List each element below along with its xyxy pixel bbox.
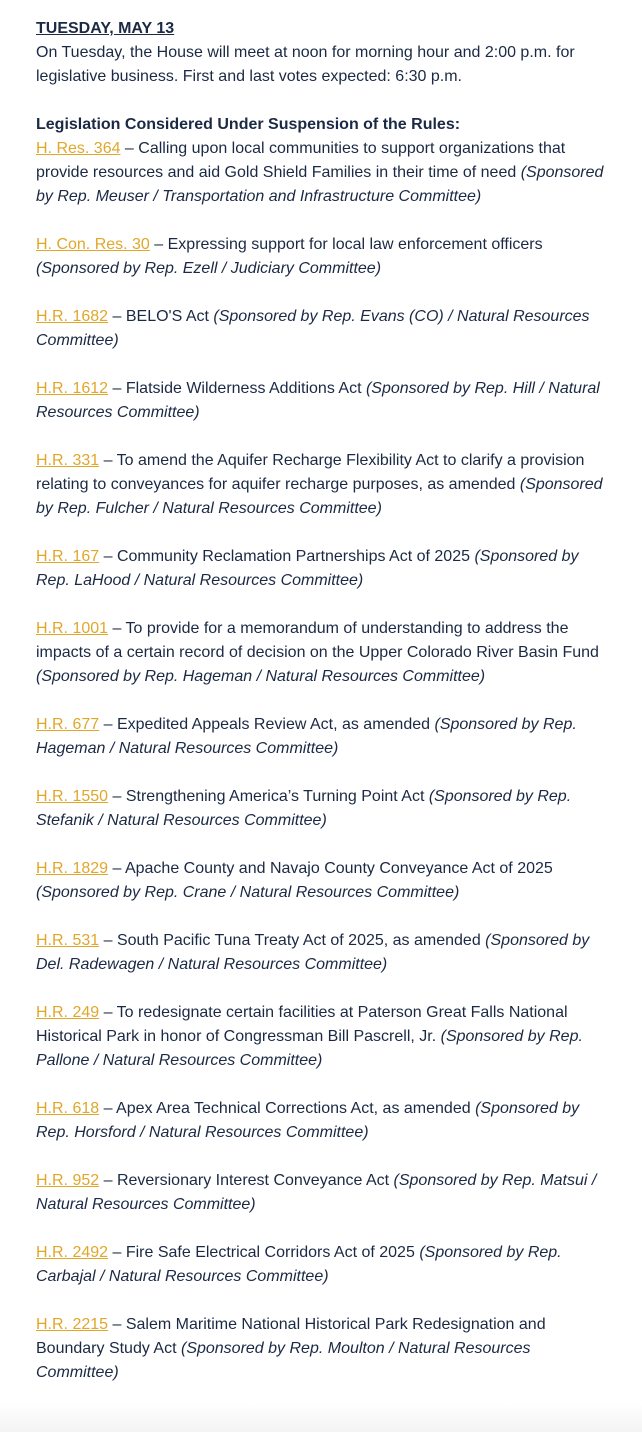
bill-item [36,929,611,977]
bill-sponsor: (Sponsored by Rep. Matsui / Natural Resources Committee) [36,1172,597,1213]
bill-link[interactable]: H. Con. Res. 30 [36,236,150,253]
bill-title: To amend the Aquifer Recharge Flexibility Act to clarify a provision relating to conveyances for aquifer recharge purposes, as amended [36,452,585,493]
bill-sponsor: (Sponsored by Del. Radewagen / Natural Resources Committee) [36,932,590,973]
separator: – [149,236,168,253]
bill-link[interactable]: H.R. 331 [36,452,100,469]
separator: – [99,1100,117,1117]
bill-link[interactable]: H.R. 1829 [36,860,109,877]
bill-link[interactable]: H. Res. 364 [36,140,121,157]
separator: – [99,452,117,469]
separator: – [99,1004,117,1021]
section-heading: Legislation Considered Under Suspension of the Rules: [36,116,461,133]
separator: – [108,860,125,877]
bill-sponsor: (Sponsored by Rep. Hageman / Natural Resources Committee) [36,716,577,757]
day-heading: TUESDAY, MAY 13 [36,20,175,37]
bill-link[interactable]: H.R. 1612 [36,380,109,397]
separator: – [108,380,126,397]
bill-title: Strengthening America’s Turning Point Act [125,788,425,805]
separator: – [120,140,139,157]
bill-link[interactable]: H.R. 2215 [36,1316,109,1333]
bill-sponsor: (Sponsored by Rep. Meuser / Transportation and Infrastructure Committee) [36,164,604,205]
bill-title: To provide for a memorandum of understanding to address the impacts of a certain record of decision on the Upper Colorado River Basin Fund [36,620,599,661]
separator: – [108,1244,126,1261]
intro-paragraph: On Tuesday, the House will meet at noon for morning hour and 2:00 p.m. for legislative business. First and last votes expected: 6:30 p.m. [36,44,575,85]
separator: – [108,620,126,637]
bill-item [36,305,611,353]
bill-sponsor: (Sponsored by Rep. Hill / Natural Resources Committee) [36,380,600,421]
bill-sponsor: (Sponsored by Rep. Stefanik / Natural Resources Committee) [36,788,572,829]
separator: – [99,548,117,565]
bill-title: BELO'S Act [125,308,209,325]
bill-item [36,233,611,281]
separator: – [108,308,126,325]
bill-item [36,377,611,425]
bill-item [36,1241,611,1289]
bill-sponsor: (Sponsored by Rep. Hageman / Natural Resources Committee) [36,668,486,685]
bottom-fade [0,1404,642,1432]
bill-title: Fire Safe Electrical Corridors Act of 2025 [125,1244,415,1261]
bill-sponsor: (Sponsored by Rep. Fulcher / Natural Resources Committee) [36,476,603,517]
bill-link[interactable]: H.R. 677 [36,716,100,733]
separator: – [108,788,126,805]
bill-link[interactable]: H.R. 618 [36,1100,100,1117]
bill-title: Calling upon local communities to support organizations that provide resources and aid Gold Shield Families in their time of need [36,140,566,181]
bill-title: Community Reclamation Partnerships Act of 2025 [116,548,470,565]
separator: – [99,932,117,949]
bill-item [36,545,611,593]
separator: – [99,1172,117,1189]
bill-sponsor: (Sponsored by Rep. Evans (CO) / Natural Resources Committee) [36,308,590,349]
bill-item [36,1097,611,1145]
bill-title: South Pacific Tuna Treaty Act of 2025, as amended [116,932,481,949]
bill-sponsor: (Sponsored by Rep. LaHood / Natural Resources Committee) [36,548,579,589]
separator: – [108,1316,126,1333]
bill-item [36,617,611,689]
bill-link[interactable]: H.R. 952 [36,1172,100,1189]
bill-item [36,1169,611,1217]
bill-sponsor: (Sponsored by Rep. Horsford / Natural Resources Committee) [36,1100,580,1141]
bill-title: Expedited Appeals Review Act, as amended [116,716,431,733]
bill-link[interactable]: H.R. 2492 [36,1244,109,1261]
bill-link[interactable]: H.R. 531 [36,932,100,949]
bill-link[interactable]: H.R. 1001 [36,620,109,637]
bill-title: Reversionary Interest Conveyance Act [116,1172,390,1189]
schedule-content [36,17,611,1409]
bill-title: To redesignate certain facilities at Paterson Great Falls National Historical Park in honor of Congressman Bill Pascrell, Jr. [36,1004,568,1045]
bill-item [36,137,611,209]
bill-sponsor: (Sponsored by Rep. Ezell / Judiciary Committee) [36,260,382,277]
bill-item [36,713,611,761]
bill-list [36,137,611,1385]
bill-sponsor: (Sponsored by Rep. Pallone / Natural Resources Committee) [36,1028,583,1069]
bill-title: Apache County and Navajo County Conveyance Act of 2025 [124,860,553,877]
bill-item [36,1001,611,1073]
bill-sponsor: (Sponsored by Rep. Carbajal / Natural Resources Committee) [36,1244,562,1285]
bill-sponsor: (Sponsored by Rep. Crane / Natural Resources Committee) [36,884,460,901]
bill-title: Flatside Wilderness Additions Act [125,380,362,397]
separator: – [99,716,117,733]
bill-link[interactable]: H.R. 167 [36,548,100,565]
bill-sponsor: (Sponsored by Rep. Moulton / Natural Resources Committee) [36,1340,531,1381]
bill-item [36,449,611,521]
bill-link[interactable]: H.R. 1682 [36,308,109,325]
bill-item [36,857,611,905]
bill-link[interactable]: H.R. 249 [36,1004,100,1021]
bill-item [36,1313,611,1385]
bill-title: Expressing support for local law enforcement officers [167,236,543,253]
bill-title: Salem Maritime National Historical Park Redesignation and Boundary Study Act [36,1316,546,1357]
bill-item [36,785,611,833]
bill-title: Apex Area Technical Corrections Act, as amended [116,1100,471,1117]
bill-link[interactable]: H.R. 1550 [36,788,109,805]
